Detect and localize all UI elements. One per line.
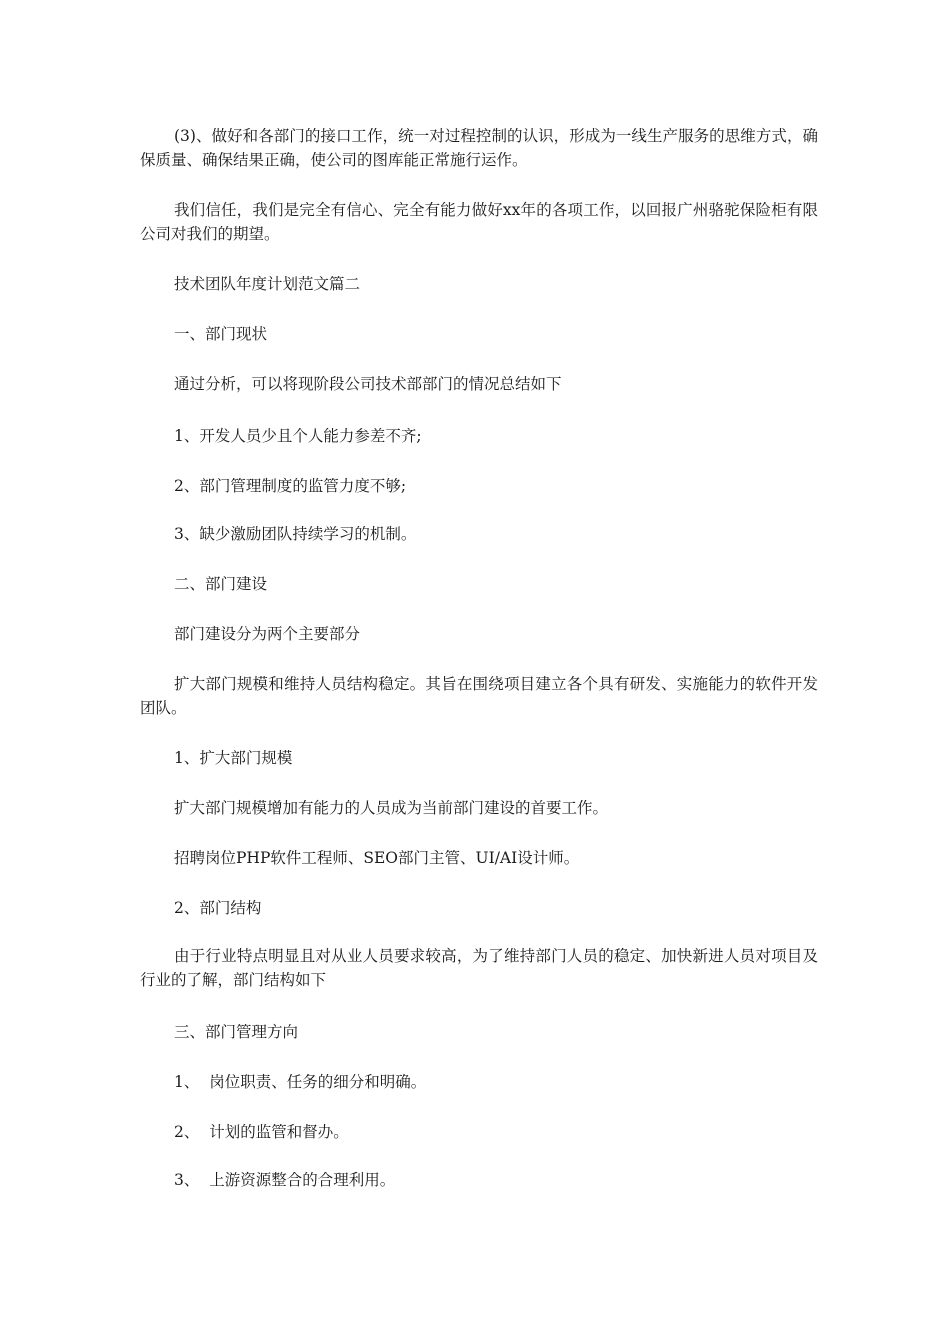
list-item-direction-2: 2、 计划的监管和督办。 [174,1123,349,1141]
list-item-status-3: 3、缺少激励团队持续学习的机制。 [174,525,417,543]
list-item-status-2: 2、部门管理制度的监管力度不够; [174,477,407,495]
heading-management-direction: 三、部门管理方向 [174,1023,299,1041]
list-item-status-1: 1、开发人员少且个人能力参差不齐; [174,427,422,445]
subheading-expand-scale: 1、扩大部门规模 [174,749,293,767]
paragraph-analysis-summary: 通过分析，可以将现阶段公司技术部部门的情况总结如下 [174,375,562,393]
paragraph-expand-priority: 扩大部门规模增加有能力的人员成为当前部门建设的首要工作。 [174,799,609,817]
paragraph-building-parts: 部门建设分为两个主要部分 [174,625,361,643]
subheading-department-structure: 2、部门结构 [174,899,262,917]
paragraph-confidence: 我们信任，我们是完全有信心、完全有能力做好xx年的各项工作，以回报广州骆驼保险柜有限公司对我们的期望。 [140,201,818,243]
heading-department-status: 一、部门现状 [174,325,268,343]
paragraph-recruit-positions: 招聘岗位PHP软件工程师、SEO部门主管、UI/AI设计师。 [174,849,580,867]
heading-department-building: 二、部门建设 [174,575,268,593]
section-title-plan-two: 技术团队年度计划范文篇二 [174,275,361,293]
list-item-direction-1: 1、 岗位职责、任务的细分和明确。 [174,1073,427,1091]
paragraph-interface-work: (3)、做好和各部门的接口工作，统一对过程控制的认识，形成为一线生产服务的思维方式，确保质量、确保结果正确，使公司的图库能正常施行运作。 [140,127,818,169]
paragraph-expand-and-stabilize: 扩大部门规模和维持人员结构稳定。其旨在围绕项目建立各个具有研发、实施能力的软件开发团队。 [140,675,818,717]
list-item-direction-3: 3、 上游资源整合的合理利用。 [174,1171,396,1189]
paragraph-structure-reason: 由于行业特点明显且对从业人员要求较高，为了维持部门人员的稳定、加快新进人员对项目及行业的了解，部门结构如下 [140,947,818,989]
